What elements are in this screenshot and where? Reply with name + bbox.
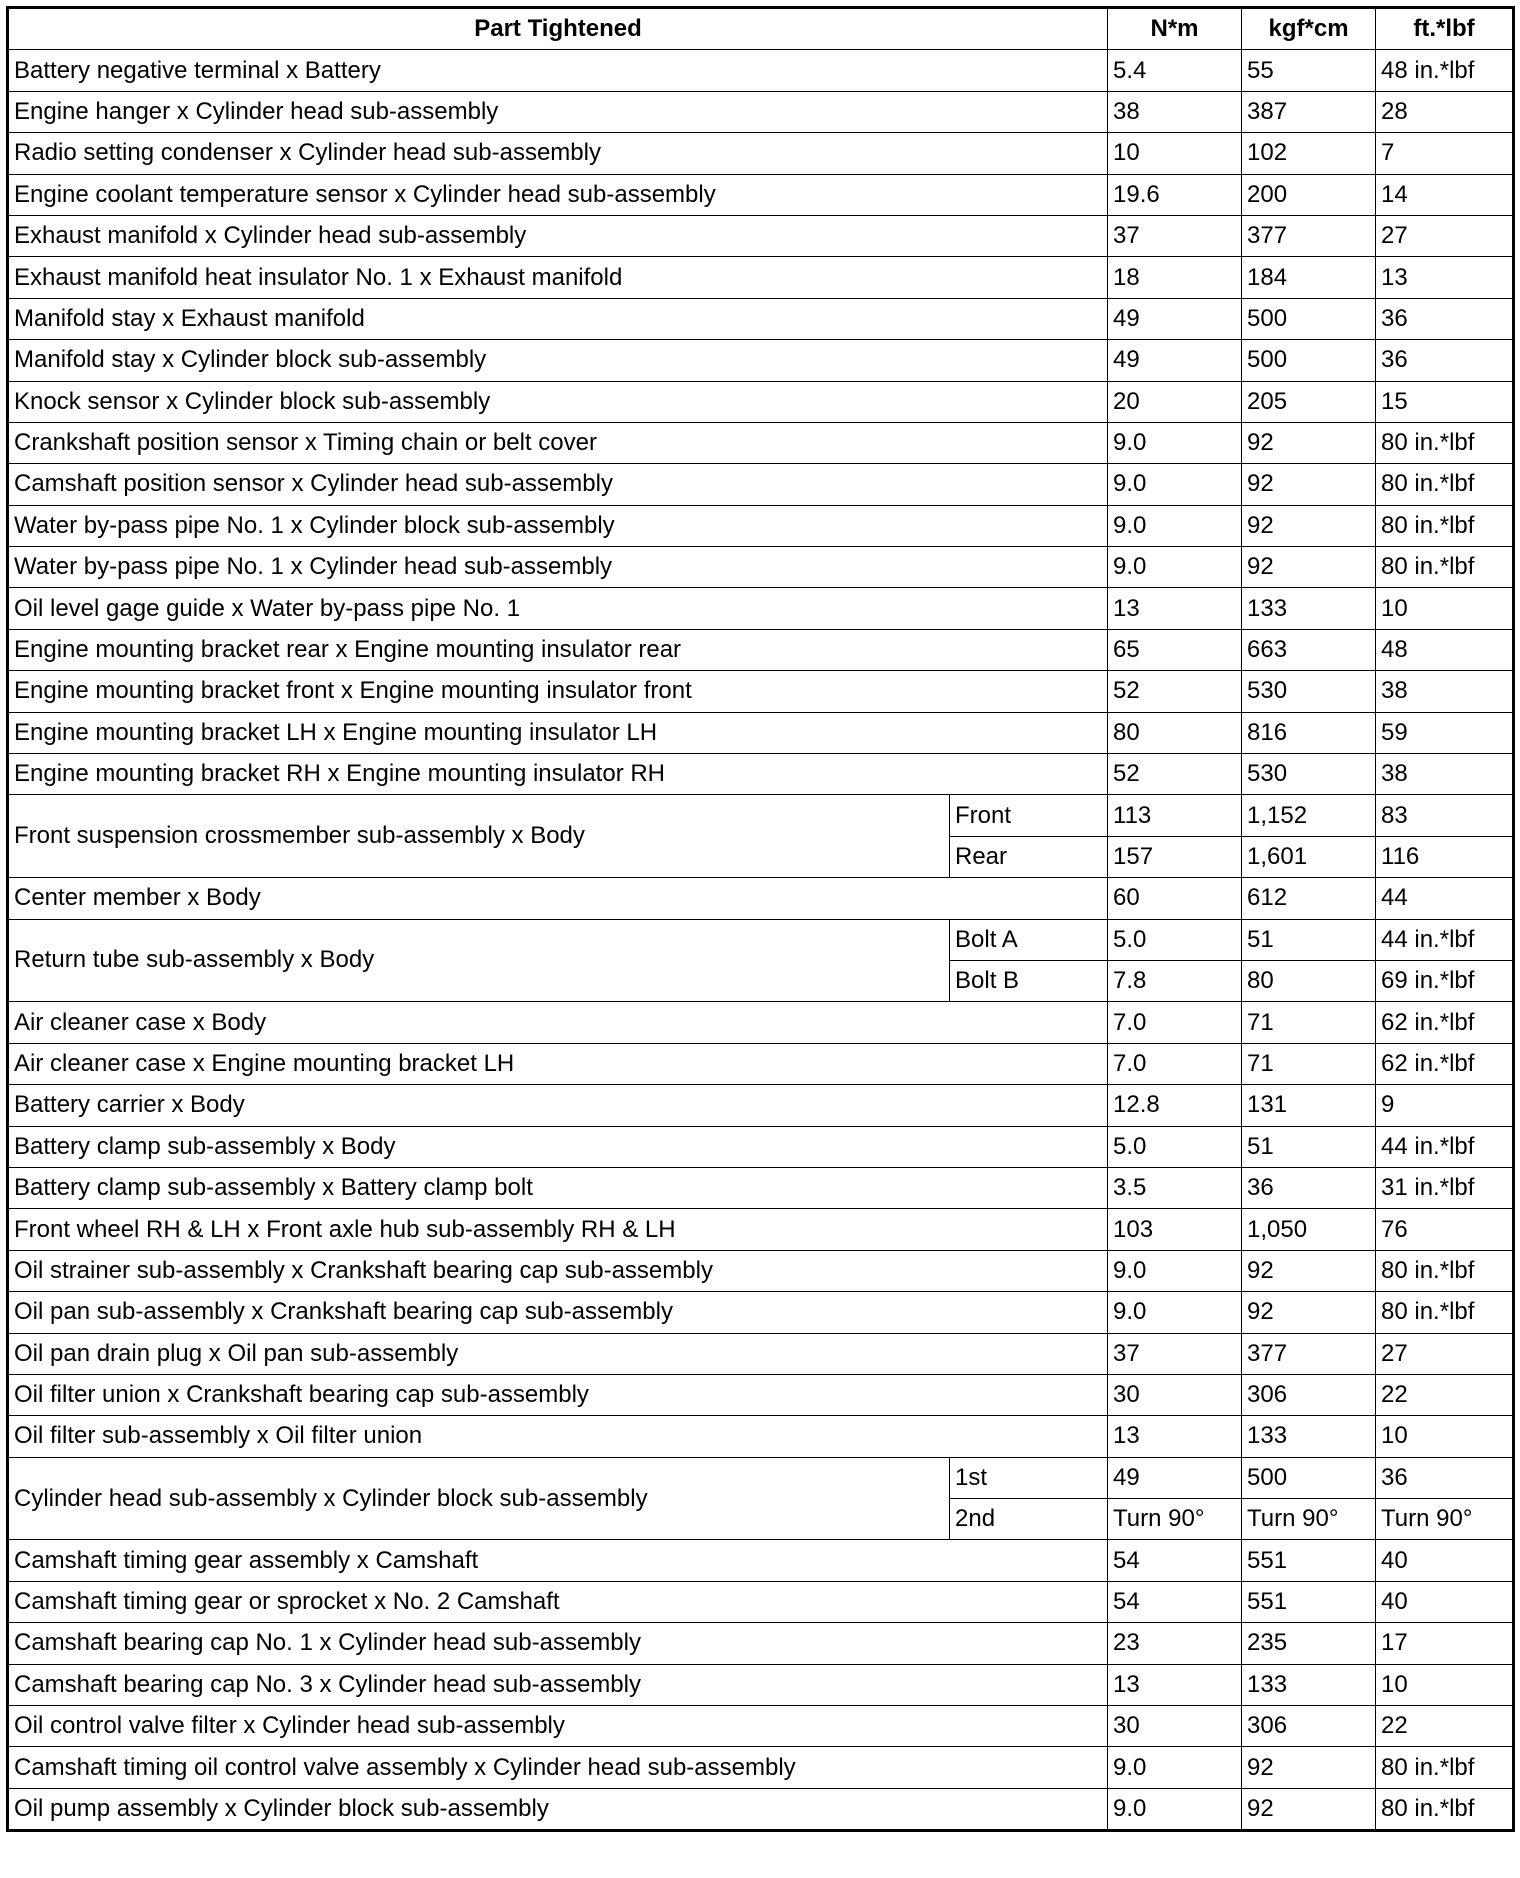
table-row [8,464,1514,505]
ftlbf-value: 27 [1376,215,1514,256]
table-row [8,1457,1514,1498]
kgf-value: 133 [1242,1664,1376,1705]
nm-value: 103 [1108,1209,1242,1250]
nm-value: 157 [1108,836,1242,877]
ftlbf-value: 48 in.*lbf [1376,50,1514,91]
part-name-cell: Camshaft bearing cap No. 3 x Cylinder head sub-assembly [8,1664,1108,1705]
nm-value: 12.8 [1108,1085,1242,1126]
sub-condition-cell: 1st [950,1457,1108,1498]
part-name-cell: Air cleaner case x Body [8,1002,1108,1043]
ftlbf-value: Turn 90° [1376,1499,1514,1540]
ftlbf-value: 80 in.*lbf [1376,1292,1514,1333]
ftlbf-value: 28 [1376,91,1514,132]
nm-value: 5.0 [1108,1126,1242,1167]
kgf-value: 500 [1242,1457,1376,1498]
ftlbf-value: 62 in.*lbf [1376,1043,1514,1084]
ftlbf-value: 44 in.*lbf [1376,919,1514,960]
nm-value: 54 [1108,1581,1242,1622]
ftlbf-value: 48 [1376,629,1514,670]
ftlbf-value: 36 [1376,1457,1514,1498]
table-row [8,1209,1514,1250]
part-name-cell: Oil pump assembly x Cylinder block sub-assembly [8,1788,1108,1830]
ftlbf-value: 80 in.*lbf [1376,1250,1514,1291]
part-name-cell: Air cleaner case x Engine mounting bracket LH [8,1043,1108,1084]
part-name-cell: Oil control valve filter x Cylinder head sub-assembly [8,1706,1108,1747]
part-name-cell: Camshaft timing oil control valve assembly x Cylinder head sub-assembly [8,1747,1108,1788]
ftlbf-value: 80 in.*lbf [1376,505,1514,546]
ftlbf-value: 22 [1376,1706,1514,1747]
kgf-value: 102 [1242,133,1376,174]
table-row [8,50,1514,91]
table-row [8,133,1514,174]
ftlbf-value: 14 [1376,174,1514,215]
table-row [8,174,1514,215]
nm-value: 38 [1108,91,1242,132]
table-row [8,1333,1514,1374]
kgf-value: 55 [1242,50,1376,91]
ftlbf-value: 38 [1376,671,1514,712]
part-name-cell: Engine mounting bracket rear x Engine mounting insulator rear [8,629,1108,670]
part-name-cell: Radio setting condenser x Cylinder head sub-assembly [8,133,1108,174]
kgf-value: 306 [1242,1706,1376,1747]
ftlbf-value: 17 [1376,1623,1514,1664]
part-name-cell: Battery clamp sub-assembly x Battery clamp bolt [8,1167,1108,1208]
nm-value: 65 [1108,629,1242,670]
nm-value: 18 [1108,257,1242,298]
part-name-cell: Exhaust manifold x Cylinder head sub-assembly [8,215,1108,256]
ftlbf-value: 15 [1376,381,1514,422]
part-name-cell: Front wheel RH & LH x Front axle hub sub-assembly RH & LH [8,1209,1108,1250]
kgf-value: 92 [1242,1788,1376,1830]
part-name-cell: Oil filter sub-assembly x Oil filter union [8,1416,1108,1457]
nm-value: 3.5 [1108,1167,1242,1208]
kgf-value: 133 [1242,1416,1376,1457]
part-name-cell: Engine mounting bracket LH x Engine mounting insulator LH [8,712,1108,753]
header-newton-meter: N*m [1108,8,1242,50]
table-row [8,671,1514,712]
part-name-cell: Cylinder head sub-assembly x Cylinder block sub-assembly [8,1457,950,1540]
nm-value: 49 [1108,1457,1242,1498]
part-name-cell: Camshaft timing gear assembly x Camshaft [8,1540,1108,1581]
nm-value: 7.0 [1108,1002,1242,1043]
nm-value: 60 [1108,878,1242,919]
kgf-value: 377 [1242,1333,1376,1374]
table-row [8,381,1514,422]
kgf-value: 306 [1242,1374,1376,1415]
table-row [8,588,1514,629]
part-name-cell: Oil filter union x Crankshaft bearing cap sub-assembly [8,1374,1108,1415]
ftlbf-value: 40 [1376,1540,1514,1581]
nm-value: 23 [1108,1623,1242,1664]
nm-value: 19.6 [1108,174,1242,215]
ftlbf-value: 27 [1376,1333,1514,1374]
part-name-cell: Knock sensor x Cylinder block sub-assembly [8,381,1108,422]
ftlbf-value: 83 [1376,795,1514,836]
part-name-cell: Camshaft timing gear or sprocket x No. 2 Camshaft [8,1581,1108,1622]
nm-value: 37 [1108,1333,1242,1374]
part-name-cell: Battery clamp sub-assembly x Body [8,1126,1108,1167]
part-name-cell: Camshaft bearing cap No. 1 x Cylinder head sub-assembly [8,1623,1108,1664]
ftlbf-value: 10 [1376,1664,1514,1705]
nm-value: 9.0 [1108,1292,1242,1333]
nm-value: 9.0 [1108,1788,1242,1830]
kgf-value: 131 [1242,1085,1376,1126]
nm-value: 113 [1108,795,1242,836]
part-name-cell: Battery negative terminal x Battery [8,50,1108,91]
table-row [8,1167,1514,1208]
part-name-cell: Center member x Body [8,878,1108,919]
part-name-cell: Engine hanger x Cylinder head sub-assembly [8,91,1108,132]
table-row [8,422,1514,463]
nm-value: 37 [1108,215,1242,256]
nm-value: 5.4 [1108,50,1242,91]
table-row [8,91,1514,132]
table-body [8,50,1514,1831]
ftlbf-value: 59 [1376,712,1514,753]
table-row [8,1540,1514,1581]
nm-value: 80 [1108,712,1242,753]
nm-value: 7.8 [1108,960,1242,1001]
table-row [8,1416,1514,1457]
ftlbf-value: 38 [1376,754,1514,795]
kgf-value: 816 [1242,712,1376,753]
ftlbf-value: 36 [1376,340,1514,381]
table-row [8,1706,1514,1747]
kgf-value: 71 [1242,1043,1376,1084]
nm-value: 30 [1108,1374,1242,1415]
part-name-cell: Engine coolant temperature sensor x Cylinder head sub-assembly [8,174,1108,215]
sub-condition-cell: 2nd [950,1499,1108,1540]
kgf-value: 551 [1242,1540,1376,1581]
kgf-value: 92 [1242,1747,1376,1788]
table-row [8,1085,1514,1126]
kgf-value: 387 [1242,91,1376,132]
part-name-cell: Water by-pass pipe No. 1 x Cylinder block sub-assembly [8,505,1108,546]
part-name-cell: Manifold stay x Cylinder block sub-assembly [8,340,1108,381]
nm-value: 9.0 [1108,505,1242,546]
kgf-value: 133 [1242,588,1376,629]
ftlbf-value: 10 [1376,1416,1514,1457]
table-row [8,298,1514,339]
nm-value: 49 [1108,340,1242,381]
ftlbf-value: 9 [1376,1085,1514,1126]
nm-value: 7.0 [1108,1043,1242,1084]
nm-value: 30 [1108,1706,1242,1747]
table-row [8,1374,1514,1415]
table-row [8,547,1514,588]
nm-value: 49 [1108,298,1242,339]
nm-value: 9.0 [1108,422,1242,463]
table-row [8,1250,1514,1291]
table-row [8,1043,1514,1084]
sub-condition-cell: Rear [950,836,1108,877]
kgf-value: 51 [1242,919,1376,960]
table-row [8,257,1514,298]
nm-value: 52 [1108,754,1242,795]
header-row [8,8,1514,50]
kgf-value: 205 [1242,381,1376,422]
kgf-value: 92 [1242,547,1376,588]
nm-value: 9.0 [1108,547,1242,588]
sub-condition-cell: Front [950,795,1108,836]
kgf-value: 551 [1242,1581,1376,1622]
nm-value: 20 [1108,381,1242,422]
nm-value: Turn 90° [1108,1499,1242,1540]
kgf-value: 184 [1242,257,1376,298]
ftlbf-value: 40 [1376,1581,1514,1622]
kgf-value: 235 [1242,1623,1376,1664]
kgf-value: 36 [1242,1167,1376,1208]
nm-value: 54 [1108,1540,1242,1581]
kgf-value: 1,152 [1242,795,1376,836]
kgf-value: 377 [1242,215,1376,256]
table-row [8,795,1514,836]
kgf-value: 92 [1242,422,1376,463]
table-row [8,1788,1514,1830]
part-name-cell: Water by-pass pipe No. 1 x Cylinder head sub-assembly [8,547,1108,588]
kgf-value: 1,050 [1242,1209,1376,1250]
table-row [8,629,1514,670]
kgf-value: 92 [1242,1250,1376,1291]
table-row [8,1664,1514,1705]
kgf-value: 92 [1242,1292,1376,1333]
kgf-value: 500 [1242,340,1376,381]
nm-value: 5.0 [1108,919,1242,960]
table-row [8,1581,1514,1622]
kgf-value: 80 [1242,960,1376,1001]
header-kgf-cm: kgf*cm [1242,8,1376,50]
part-name-cell: Engine mounting bracket front x Engine mounting insulator front [8,671,1108,712]
nm-value: 9.0 [1108,1747,1242,1788]
ftlbf-value: 62 in.*lbf [1376,1002,1514,1043]
ftlbf-value: 80 in.*lbf [1376,464,1514,505]
nm-value: 9.0 [1108,464,1242,505]
part-name-cell: Oil level gage guide x Water by-pass pipe No. 1 [8,588,1108,629]
header-part-tightened: Part Tightened [8,8,1108,50]
kgf-value: 1,601 [1242,836,1376,877]
ftlbf-value: 69 in.*lbf [1376,960,1514,1001]
ftlbf-value: 22 [1376,1374,1514,1415]
kgf-value: Turn 90° [1242,1499,1376,1540]
ftlbf-value: 13 [1376,257,1514,298]
table-row [8,1747,1514,1788]
kgf-value: 530 [1242,671,1376,712]
nm-value: 9.0 [1108,1250,1242,1291]
ftlbf-value: 10 [1376,588,1514,629]
ftlbf-value: 31 in.*lbf [1376,1167,1514,1208]
kgf-value: 200 [1242,174,1376,215]
table-row [8,215,1514,256]
table-row [8,919,1514,960]
nm-value: 13 [1108,588,1242,629]
kgf-value: 92 [1242,464,1376,505]
ftlbf-value: 44 [1376,878,1514,919]
nm-value: 10 [1108,133,1242,174]
nm-value: 13 [1108,1416,1242,1457]
table-row [8,1002,1514,1043]
kgf-value: 500 [1242,298,1376,339]
sub-condition-cell: Bolt B [950,960,1108,1001]
kgf-value: 663 [1242,629,1376,670]
part-name-cell: Exhaust manifold heat insulator No. 1 x Exhaust manifold [8,257,1108,298]
part-name-cell: Front suspension crossmember sub-assembly x Body [8,795,950,878]
table-row [8,1126,1514,1167]
kgf-value: 92 [1242,505,1376,546]
table-row [8,1292,1514,1333]
ftlbf-value: 7 [1376,133,1514,174]
table-row [8,1623,1514,1664]
sub-condition-cell: Bolt A [950,919,1108,960]
part-name-cell: Battery carrier x Body [8,1085,1108,1126]
part-name-cell: Crankshaft position sensor x Timing chain or belt cover [8,422,1108,463]
part-name-cell: Return tube sub-assembly x Body [8,919,950,1002]
ftlbf-value: 36 [1376,298,1514,339]
kgf-value: 530 [1242,754,1376,795]
ftlbf-value: 44 in.*lbf [1376,1126,1514,1167]
table-row [8,505,1514,546]
nm-value: 13 [1108,1664,1242,1705]
ftlbf-value: 80 in.*lbf [1376,1747,1514,1788]
kgf-value: 51 [1242,1126,1376,1167]
kgf-value: 71 [1242,1002,1376,1043]
ftlbf-value: 80 in.*lbf [1376,547,1514,588]
part-name-cell: Oil strainer sub-assembly x Crankshaft bearing cap sub-assembly [8,1250,1108,1291]
ftlbf-value: 76 [1376,1209,1514,1250]
ftlbf-value: 80 in.*lbf [1376,1788,1514,1830]
table-row [8,712,1514,753]
part-name-cell: Manifold stay x Exhaust manifold [8,298,1108,339]
ftlbf-value: 116 [1376,836,1514,877]
part-name-cell: Camshaft position sensor x Cylinder head sub-assembly [8,464,1108,505]
kgf-value: 612 [1242,878,1376,919]
part-name-cell: Oil pan drain plug x Oil pan sub-assembly [8,1333,1108,1374]
ftlbf-value: 80 in.*lbf [1376,422,1514,463]
nm-value: 52 [1108,671,1242,712]
header-ft-lbf: ft.*lbf [1376,8,1514,50]
table-row [8,340,1514,381]
table-row [8,754,1514,795]
part-name-cell: Engine mounting bracket RH x Engine mounting insulator RH [8,754,1108,795]
torque-specification-table [6,6,1515,1832]
part-name-cell: Oil pan sub-assembly x Crankshaft bearing cap sub-assembly [8,1292,1108,1333]
table-row [8,878,1514,919]
